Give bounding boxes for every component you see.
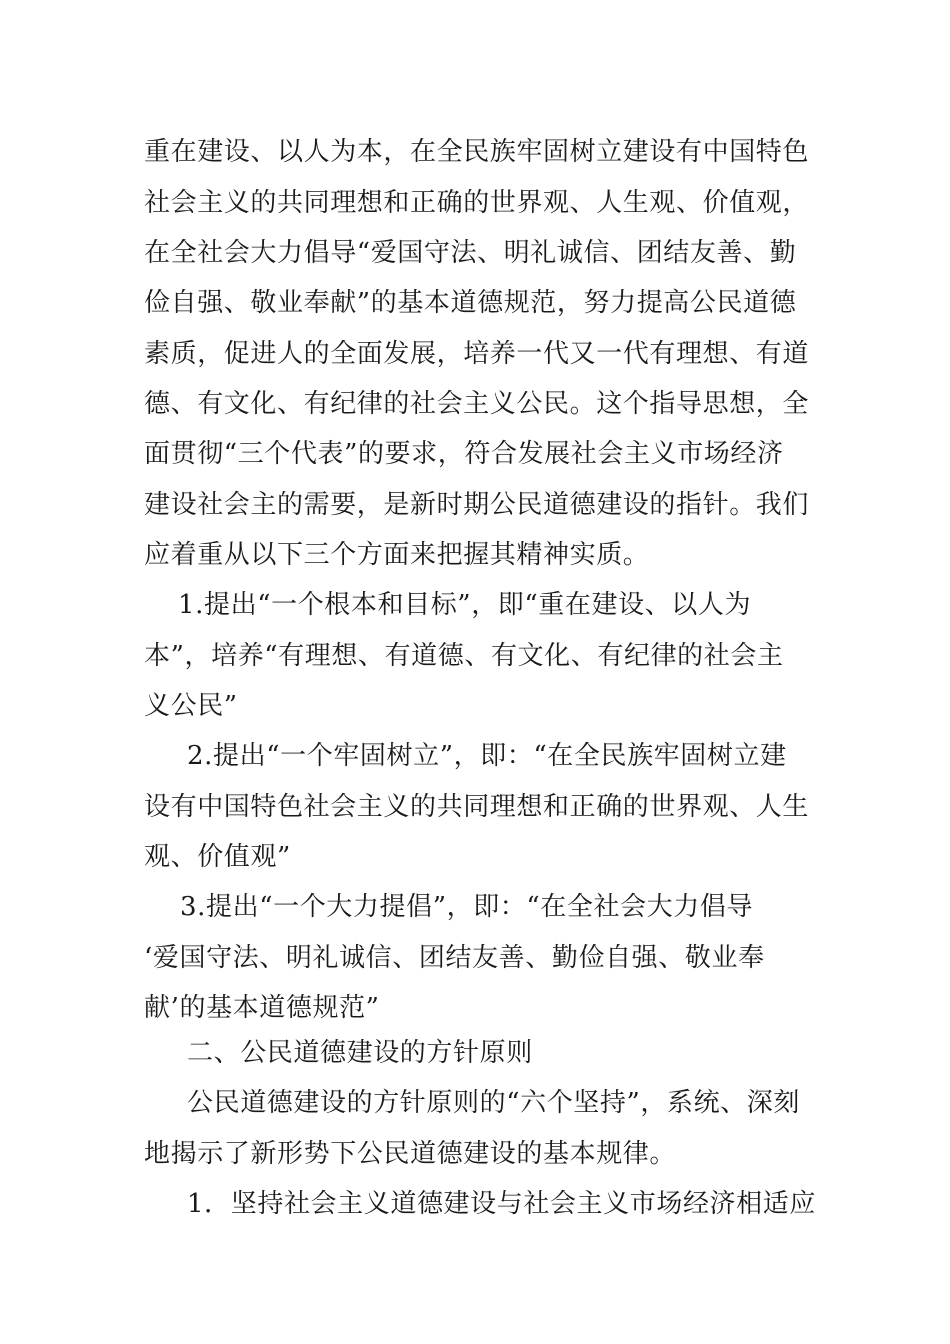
text-line: 观、价值观” (144, 842, 291, 872)
list-item-2: 2.提出“一个牢固树立”，即：“在全民族牢固树立建 (187, 741, 787, 771)
list-item-3: 3.提出“一个大力提倡”，即：“在全社会大力倡导 (180, 892, 754, 922)
list-item-1: 1.提出“一个根本和目标”，即“重在建设、以人为 (178, 590, 752, 620)
text-line: 面贯彻“三个代表”的要求，符合发展社会主义市场经济 (144, 439, 784, 469)
text-line: 应着重从以下三个方面来把握其精神实质。 (144, 540, 650, 570)
text-line: ‘爱国守法、明礼诚信、团结友善、勤俭自强、敬业奉 (144, 943, 765, 973)
text-line: 在全社会大力倡导“爱国守法、明礼诚信、团结友善、勤 (144, 238, 797, 268)
text-line: 建设社会主的需要，是新时期公民道德建设的指针。我们 (144, 490, 810, 520)
text-line: 公民道德建设的方针原则的“六个坚持”，系统、深刻 (187, 1088, 800, 1118)
text-line: 义公民” (144, 691, 238, 721)
text-line: 素质，促进人的全面发展，培养一代又一代有理想、有道 (144, 339, 810, 369)
text-line: 献’的基本道德规范” (144, 993, 380, 1023)
text-line: 德、有文化、有纪律的社会主义公民。这个指导思想，全 (144, 389, 810, 419)
text-line: 本”，培养“有理想、有道德、有文化、有纪律的社会主 (144, 641, 784, 671)
section-heading: 二、公民道德建设的方针原则 (187, 1038, 533, 1068)
text-line: 俭自强、敬业奉献”的基本道德规范，努力提高公民道德 (144, 288, 797, 318)
list-item-principle-1: 1．坚持社会主义道德建设与社会主义市场经济相适应 (187, 1189, 816, 1219)
text-line: 设有中国特色社会主义的共同理想和正确的世界观、人生 (144, 792, 810, 822)
text-line: 社会主义的共同理想和正确的世界观、人生观、价值观， (144, 188, 810, 218)
text-line: 重在建设、以人为本，在全民族牢固树立建设有中国特色 (144, 137, 810, 167)
text-line: 地揭示了新形势下公民道德建设的基本规律。 (144, 1139, 677, 1169)
